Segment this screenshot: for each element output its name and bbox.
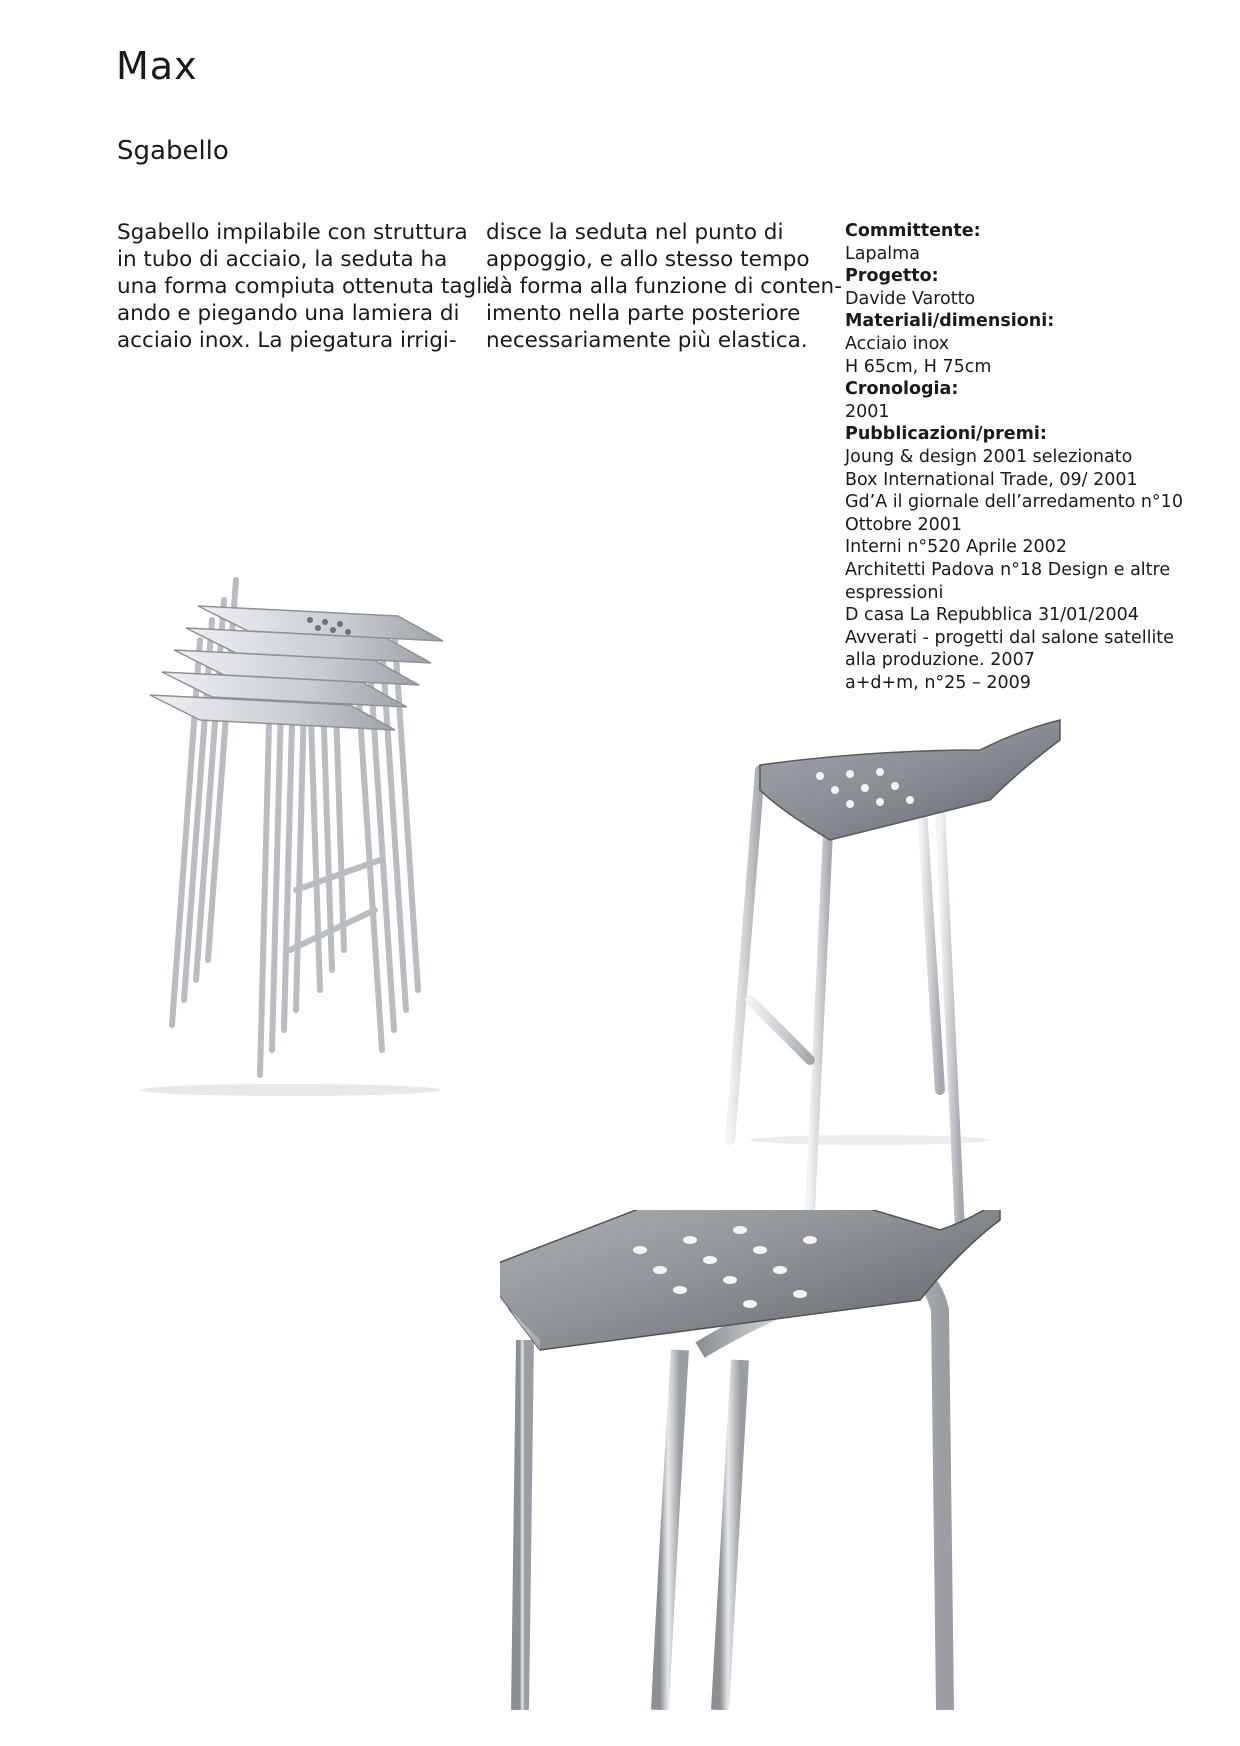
description-line: imento nella parte posteriore bbox=[486, 301, 801, 326]
pubblicazione-item: espressioni bbox=[845, 582, 944, 603]
description-line: disce la seduta nel punto di bbox=[486, 220, 784, 245]
pubblicazione-item: D casa La Repubblica 31/01/2004 bbox=[845, 605, 1139, 626]
progetto-label: Progetto: bbox=[845, 266, 939, 287]
page-title: Max bbox=[116, 44, 198, 88]
description-line: dà forma alla funzione di conten- bbox=[486, 274, 842, 299]
cronologia-value: 2001 bbox=[845, 401, 890, 422]
pubblicazione-item: Ottobre 2001 bbox=[845, 514, 962, 535]
description-line: Sgabello impilabile con struttura bbox=[117, 220, 468, 245]
pubblicazione-item: alla produzione. 2007 bbox=[845, 650, 1035, 671]
seat-detail-photo bbox=[500, 1210, 1100, 1710]
committente-label: Committente: bbox=[845, 221, 981, 241]
project-details bbox=[845, 220, 1205, 694]
description-line: una forma compiuta ottenuta tagli- bbox=[117, 274, 496, 299]
pubblicazione-item: Box International Trade, 09/ 2001 bbox=[845, 469, 1138, 490]
description-line: appoggio, e allo stesso tempo bbox=[486, 247, 810, 272]
single-stool-photo bbox=[720, 700, 1100, 1240]
pubblicazione-item: a+d+m, n°25 – 2009 bbox=[845, 672, 1031, 693]
committente-value: Lapalma bbox=[845, 243, 920, 264]
description-column-1 bbox=[117, 219, 496, 354]
pubblicazione-item: Joung & design 2001 selezionato bbox=[845, 446, 1133, 467]
description-line: acciaio inox. La piegatura irrigi- bbox=[117, 328, 457, 353]
cronologia-label: Cronologia: bbox=[845, 379, 959, 400]
pubblicazione-item: Gd’A il giornale dell’arredamento n°10 bbox=[845, 492, 1183, 513]
pubblicazione-item: Interni n°520 Aprile 2002 bbox=[845, 537, 1067, 558]
pubblicazioni-label: Pubblicazioni/premi: bbox=[845, 424, 1047, 445]
pubblicazione-item: Avverati - progetti dal salone satellite bbox=[845, 627, 1174, 648]
description-line: necessariamente più elastica. bbox=[486, 328, 808, 353]
progetto-value: Davide Varotto bbox=[845, 288, 976, 309]
pubblicazione-item: Architetti Padova n°18 Design e altre bbox=[845, 559, 1171, 580]
stacked-stools-photo bbox=[120, 570, 480, 1100]
materiali-value: Acciaio inox bbox=[845, 333, 950, 354]
description-line: ando e piegando una lamiera di bbox=[117, 301, 460, 326]
materiali-label: Materiali/dimensioni: bbox=[845, 311, 1055, 332]
description-column-2 bbox=[486, 219, 842, 354]
materiali-value: H 65cm, H 75cm bbox=[845, 356, 992, 377]
description-line: in tubo di acciaio, la seduta ha bbox=[117, 247, 448, 272]
page-subtitle: Sgabello bbox=[117, 136, 229, 166]
